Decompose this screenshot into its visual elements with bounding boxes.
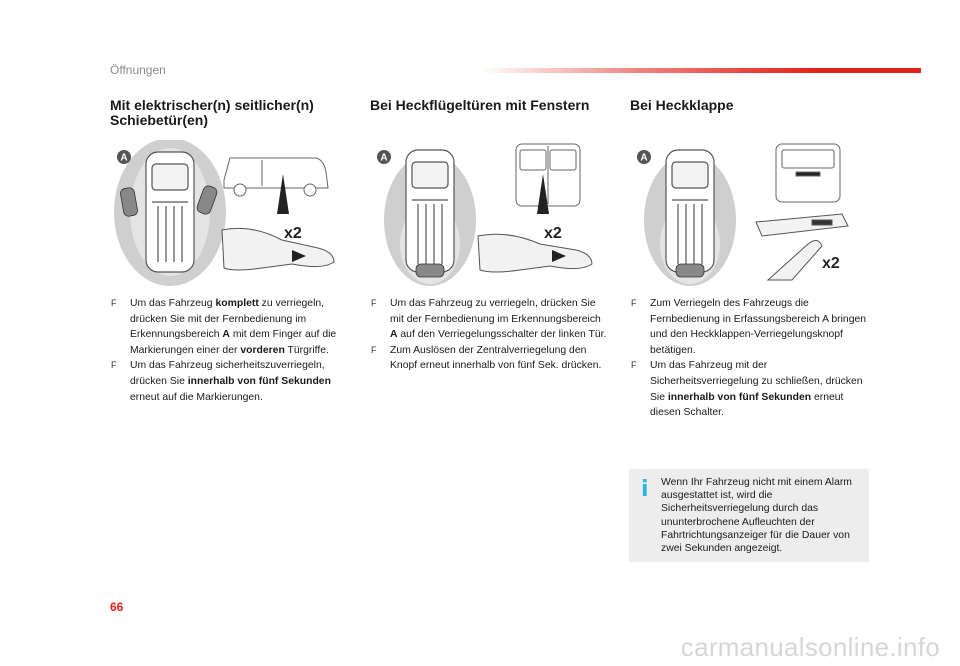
hand-icon [478, 234, 592, 272]
list-item: F Zum Auslösen der Zentralverriegelung den Knopf erneut innerhalb von fünf Sek. drücken. [371, 344, 602, 372]
hand-icon [768, 240, 822, 280]
press-count: x2 [284, 225, 302, 242]
list-item: F Um das Fahrzeug sicherheitszuverriegeln, drücken Sie innerhalb von fünf Sekunden erneut auf die Markierungen. [111, 360, 331, 403]
watermark: carmanualsonline.info [680, 632, 940, 662]
svg-text:A: A [380, 152, 388, 164]
key-fob-icon [416, 264, 444, 277]
instructions-3 [630, 296, 875, 421]
bullet-icon: F [111, 360, 117, 371]
bullet-icon: F [371, 344, 377, 355]
column-title-1 [110, 98, 350, 128]
list-item: F Um das Fahrzeug mit der Sicherheitsverriegelung zu schließen, drücken Sie innerhalb von fünf Sekunden erneut diesen Schalter. [631, 360, 863, 419]
column-title-2 [370, 98, 610, 113]
info-icon: i [641, 477, 649, 502]
van-rear-view [776, 144, 840, 202]
svg-text:A: A [120, 152, 128, 164]
column-heading: Mit elektrischer(n) seitlicher(n) Schiebetür(en) [110, 97, 314, 128]
column-heading: Bei Heckklappe [630, 97, 734, 113]
section-title: Öffnungen [110, 63, 166, 77]
bullet-icon: F [631, 360, 637, 371]
bullet-icon: F [371, 298, 377, 308]
key-fob-icon [676, 264, 704, 277]
instructions-1 [110, 296, 350, 405]
instructions-2 [370, 296, 610, 374]
bullet-icon: F [631, 298, 637, 308]
tailgate-handle [756, 214, 848, 236]
press-count: x2 [544, 225, 562, 242]
van-top-view [146, 152, 194, 272]
rear-door-illustration [372, 140, 612, 288]
bullet-icon: F [111, 298, 117, 308]
info-box [629, 469, 869, 562]
hand-icon [222, 228, 334, 270]
van-top-view [406, 150, 454, 272]
sliding-door-illustration [112, 140, 352, 288]
page-number: 66 [110, 600, 124, 614]
van-rear-view [516, 144, 580, 206]
van-top-view [666, 150, 714, 272]
column-heading: Bei Heckflügeltüren mit Fenstern [370, 97, 590, 113]
press-count: x2 [822, 255, 840, 272]
column-title-3 [630, 98, 875, 113]
svg-text:A: A [640, 152, 648, 164]
tailgate-illustration [632, 140, 872, 288]
header-rule [480, 68, 921, 73]
list-item: F Zum Verriegeln des Fahrzeugs die Fernbedienung in Erfassungsbereich A bringen und den Heckklappen-Verriegelungsknopf betätigen. [631, 298, 867, 356]
list-item: F Um das Fahrzeug komplett zu verriegeln, drücken Sie mit der Fernbedienung im Erkennungsbereich A mit dem Finger auf die Markierungen einer der vorderen Türgriffe. [111, 298, 337, 356]
info-text: Wenn Ihr Fahrzeug nicht mit einem Alarm ausgestattet ist, wird die Sicherheitsverriegelung durch das ununterbrochene Aufleuchten der Fahrtrichtungsanzeiger für die Dauer von zwei Sekunden angezeigt. [661, 477, 852, 555]
van-side-view [224, 158, 328, 196]
list-item: F Um das Fahrzeug zu verriegeln, drücken Sie mit der Fernbedienung im Erkennungsbereich A auf den Verriegelungsschalter der linken Tür. [371, 298, 607, 341]
